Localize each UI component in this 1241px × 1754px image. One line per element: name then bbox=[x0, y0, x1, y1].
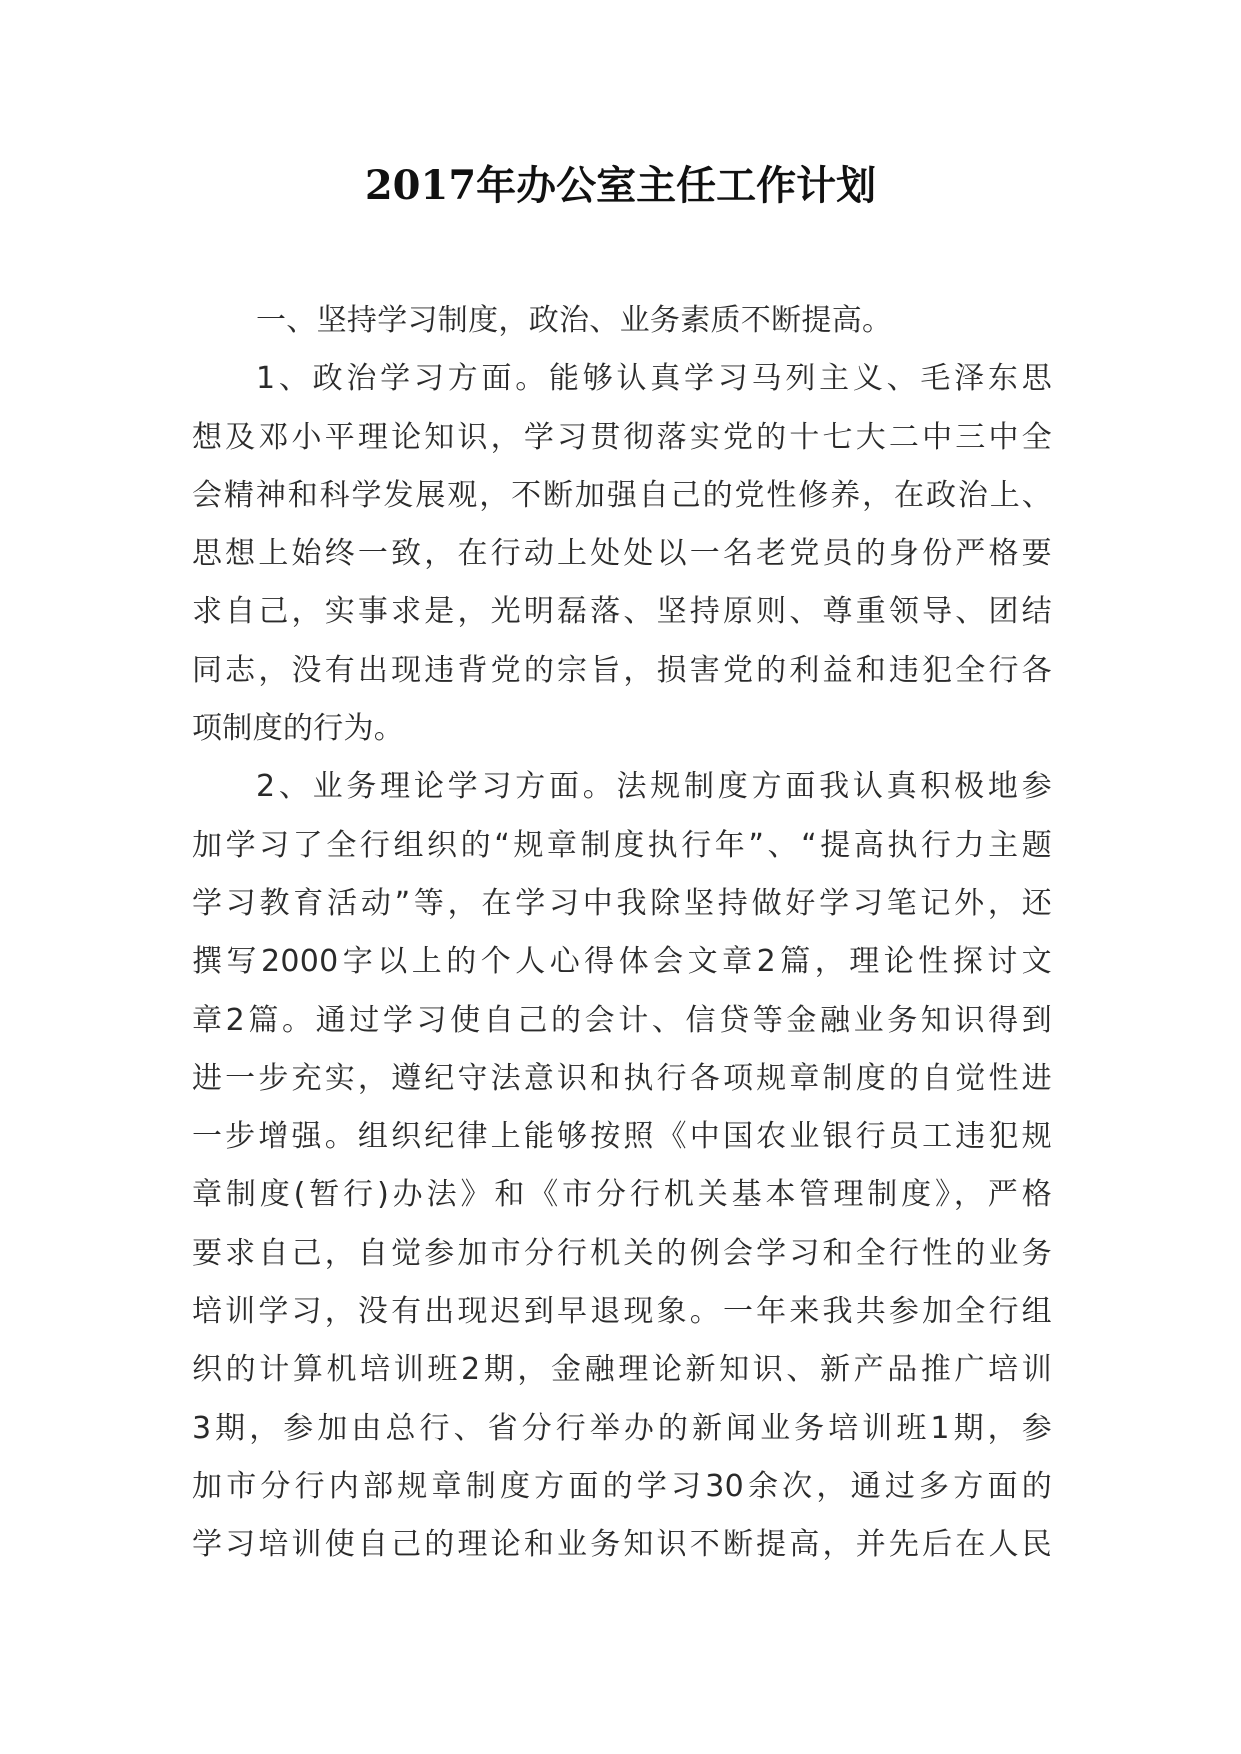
paragraph-1-line-6: 同志，没有出现违背党的宗旨，损害党的利益和违犯全行各 bbox=[192, 652, 1052, 688]
paragraph-2-line-12: 3期，参加由总行、省分行举办的新闻业务培训班1期，参 bbox=[192, 1410, 1052, 1446]
section-heading-1: 一、坚持学习制度，政治、业务素质不断提高。 bbox=[256, 303, 893, 338]
paragraph-2-line-1: 2、业务理论学习方面。法规制度方面我认真积极地参 bbox=[256, 769, 1052, 805]
paragraph-2-line-4: 撰写2000字以上的个人心得体会文章2篇，理论性探讨文 bbox=[192, 944, 1052, 980]
paragraph-2-line-3: 学习教育活动”等，在学习中我除坚持做好学习笔记外，还 bbox=[192, 885, 1052, 921]
paragraph-2-line-11: 织的计算机培训班2期，金融理论新知识、新产品推广培训 bbox=[192, 1352, 1052, 1388]
paragraph-2-line-13: 加市分行内部规章制度方面的学习30余次，通过多方面的 bbox=[192, 1468, 1052, 1504]
paragraph-2-line-5: 章2篇。通过学习使自己的会计、信贷等金融业务知识得到 bbox=[192, 1002, 1052, 1038]
paragraph-1-line-4: 思想上始终一致，在行动上处处以一名老党员的身份严格要 bbox=[192, 536, 1052, 572]
paragraph-1-line-2: 想及邓小平理论知识，学习贯彻落实党的十七大二中三中全 bbox=[192, 419, 1052, 455]
paragraph-2-line-6: 进一步充实，遵纪守法意识和执行各项规章制度的自觉性进 bbox=[192, 1060, 1052, 1096]
paragraph-1-line-7: 项制度的行为。 bbox=[192, 711, 405, 747]
paragraph-1-line-3: 会精神和科学发展观，不断加强自己的党性修养，在政治上、 bbox=[192, 477, 1052, 513]
paragraph-2-line-10: 培训学习，没有出现迟到早退现象。一年来我共参加全行组 bbox=[192, 1294, 1052, 1330]
paragraph-2-line-7: 一步增强。组织纪律上能够按照《中国农业银行员工违犯规 bbox=[192, 1119, 1052, 1155]
document-title: 2017年办公室主任工作计划 bbox=[364, 162, 877, 209]
paragraph-1-line-5: 求自己，实事求是，光明磊落、坚持原则、尊重领导、团结 bbox=[192, 594, 1052, 630]
paragraph-2-line-14: 学习培训使自己的理论和业务知识不断提高，并先后在人民 bbox=[192, 1527, 1052, 1563]
paragraph-1-line-1: 1、政治学习方面。能够认真学习马列主义、毛泽东思 bbox=[256, 361, 1052, 397]
paragraph-2-line-9: 要求自己，自觉参加市分行机关的例会学习和全行性的业务 bbox=[192, 1235, 1052, 1271]
paragraph-2-line-2: 加学习了全行组织的“规章制度执行年”、“提高执行力主题 bbox=[192, 827, 1052, 863]
document-body bbox=[192, 292, 1052, 1575]
paragraph-2-line-8: 章制度(暂行)办法》和《市分行机关基本管理制度》，严格 bbox=[192, 1177, 1052, 1213]
